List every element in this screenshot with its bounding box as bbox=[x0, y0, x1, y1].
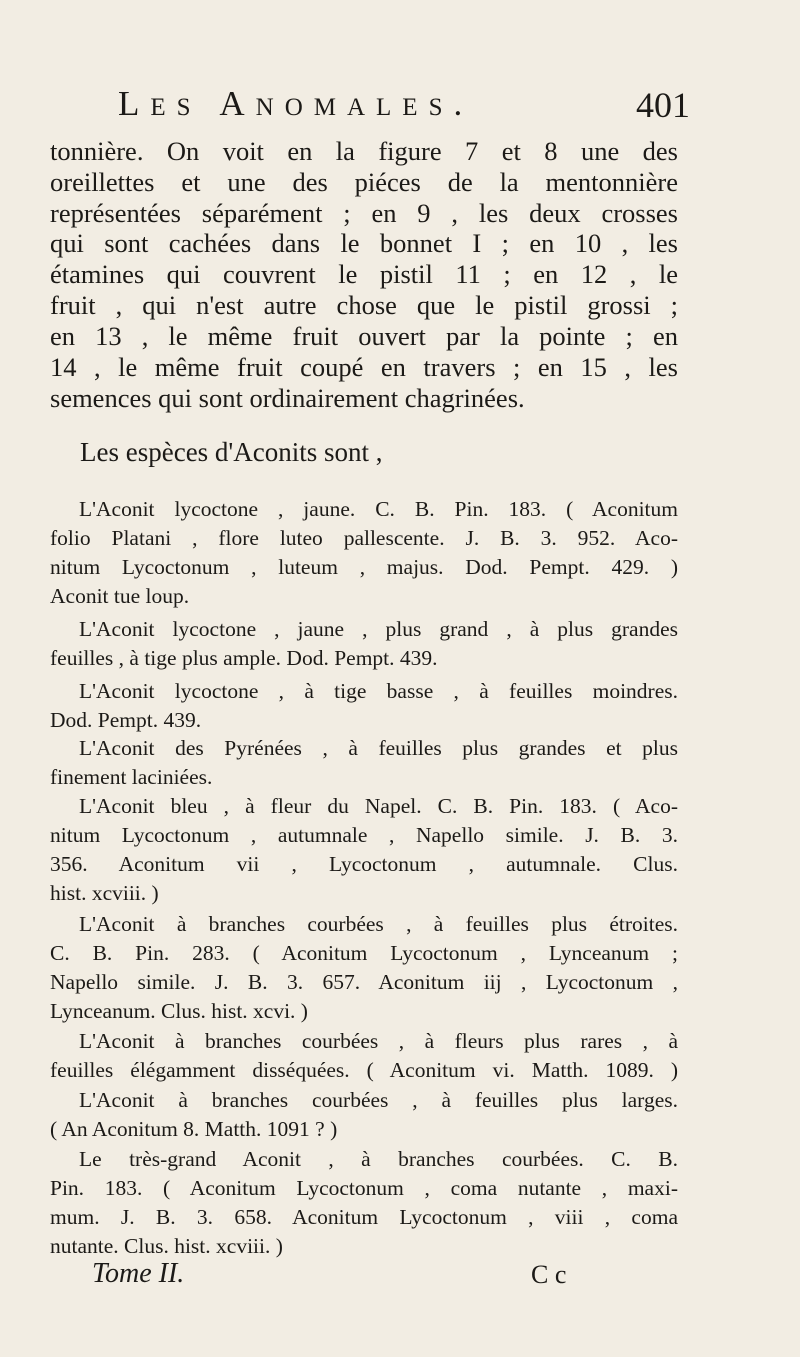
species-line: hist. xcviii. ) bbox=[50, 881, 159, 905]
species-line: folio Platani , flore luteo pallescente. J. B. 3. 952. Aco- bbox=[50, 526, 678, 550]
body-line: représentées séparément ; en 9 , les deux crosses bbox=[50, 198, 678, 228]
species-line: feuilles , à tige plus ample. Dod. Pempt. 439. bbox=[50, 646, 438, 670]
body-line: oreillettes et une des piéces de la mentonnière bbox=[50, 167, 678, 197]
species-line: L'Aconit bleu , à fleur du Napel. C. B. Pin. 183. ( Aco- bbox=[79, 794, 678, 818]
body-line: 14 , le même fruit coupé en travers ; en 15 , les bbox=[50, 352, 678, 382]
species-line: ( An Aconitum 8. Matth. 1091 ? ) bbox=[50, 1117, 338, 1141]
species-line: L'Aconit lycoctone , jaune. C. B. Pin. 183. ( Aconitum bbox=[79, 497, 678, 521]
body-line: en 13 , le même fruit ouvert par la pointe ; en bbox=[50, 321, 678, 351]
species-line: L'Aconit lycoctone , jaune , plus grand , à plus grandes bbox=[79, 617, 678, 641]
page-header bbox=[118, 84, 690, 124]
body-line: étamines qui couvrent le pistil 11 ; en 12 , le bbox=[50, 259, 678, 289]
species-line: L'Aconit à branches courbées , à feuilles plus larges. bbox=[79, 1088, 678, 1112]
species-line: Le très-grand Aconit , à branches courbées. C. B. bbox=[79, 1147, 678, 1171]
body-line: tonnière. On voit en la figure 7 et 8 une des bbox=[50, 136, 678, 166]
species-line: Aconit tue loup. bbox=[50, 584, 190, 608]
species-line: nutante. Clus. hist. xcviii. ) bbox=[50, 1234, 283, 1258]
running-title: Les Anomales. bbox=[118, 84, 474, 123]
species-line: feuilles élégamment disséquées. ( Aconitum vi. Matth. 1089. ) bbox=[50, 1058, 678, 1082]
volume-label: Tome II. bbox=[92, 1258, 185, 1289]
species-line: L'Aconit lycoctone , à tige basse , à feuilles moindres. bbox=[79, 679, 678, 703]
body-line: fruit , qui n'est autre chose que le pistil grossi ; bbox=[50, 290, 678, 320]
species-line: L'Aconit des Pyrénées , à feuilles plus grandes et plus bbox=[79, 736, 678, 760]
body-line: semences qui sont ordinairement chagrinées. bbox=[50, 383, 525, 413]
species-line: Napello simile. J. B. 3. 657. Aconitum iij , Lycoctonum , bbox=[50, 970, 678, 994]
species-line: mum. J. B. 3. 658. Aconitum Lycoctonum , viii , coma bbox=[50, 1205, 678, 1229]
page-number: 401 bbox=[636, 85, 690, 125]
species-line: L'Aconit à branches courbées , à feuilles plus étroites. bbox=[79, 912, 678, 936]
species-line: Dod. Pempt. 439. bbox=[50, 708, 202, 732]
species-line: C. B. Pin. 283. ( Aconitum Lycoctonum , Lynceanum ; bbox=[50, 941, 678, 965]
species-line: L'Aconit à branches courbées , à fleurs plus rares , à bbox=[79, 1029, 678, 1053]
species-line: nitum Lycoctonum , autumnale , Napello simile. J. B. 3. bbox=[50, 823, 678, 847]
species-line: nitum Lycoctonum , luteum , majus. Dod. Pempt. 429. ) bbox=[50, 555, 678, 579]
species-line: 356. Aconitum vii , Lycoctonum , autumnale. Clus. bbox=[50, 852, 678, 876]
body-line: qui sont cachées dans le bonnet I ; en 10 , les bbox=[50, 228, 678, 258]
species-line: finement laciniées. bbox=[50, 765, 213, 789]
section-heading: Les espèces d'Aconits sont , bbox=[80, 437, 383, 467]
species-line: Pin. 183. ( Aconitum Lycoctonum , coma nutante , maxi- bbox=[50, 1176, 678, 1200]
signature-mark: C c bbox=[531, 1260, 567, 1289]
species-line: Lynceanum. Clus. hist. xcvi. ) bbox=[50, 999, 308, 1023]
